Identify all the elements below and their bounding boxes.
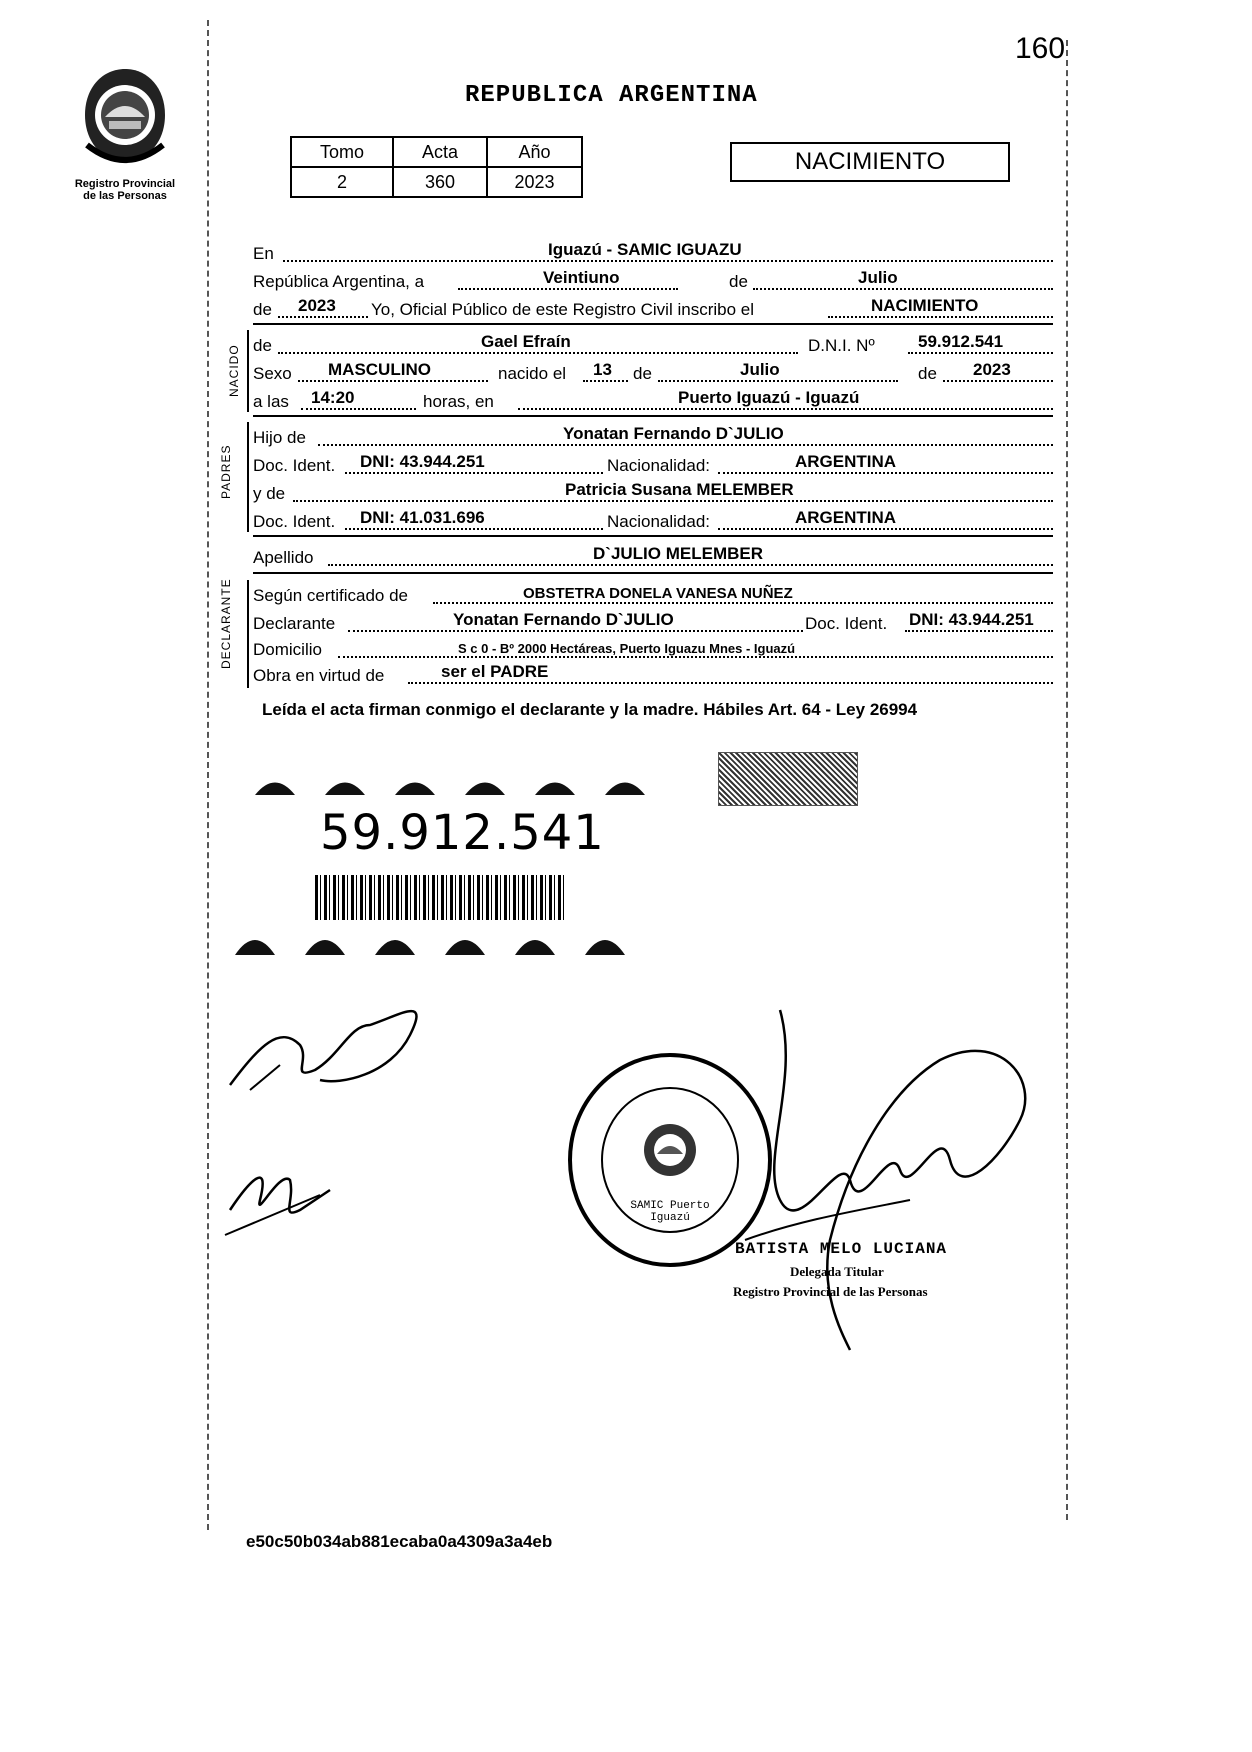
dots xyxy=(518,408,1053,410)
dots xyxy=(338,656,1053,658)
dots xyxy=(293,500,1053,502)
yde-label: y de xyxy=(253,484,286,503)
value-tomo: 2 xyxy=(291,167,393,197)
father-nac-label: Nacionalidad: xyxy=(607,456,711,475)
horas-label: horas, en xyxy=(423,392,494,411)
official-org: Registro Provincial de las Personas xyxy=(733,1284,928,1299)
dom-label: Domicilio xyxy=(253,640,322,659)
decl-label: Declarante xyxy=(253,614,336,633)
line-nacido-name xyxy=(253,332,1053,358)
padres-bracket xyxy=(247,422,249,532)
section-separator xyxy=(253,323,1053,325)
father-name: Yonatan Fernando D`JULIO xyxy=(563,424,784,443)
dots xyxy=(348,630,803,632)
cert-label: Según certificado de xyxy=(253,586,408,605)
document-type-box: NACIMIENTO xyxy=(730,142,1010,182)
dots xyxy=(458,288,678,290)
document-title: REPUBLICA ARGENTINA xyxy=(465,82,758,109)
declarante-side-label: DECLARANTE xyxy=(219,578,233,669)
dots xyxy=(908,352,1053,354)
section-separator xyxy=(253,535,1053,537)
logo-caption-line2: de las Personas xyxy=(83,190,167,202)
nacido-name: Gael Efraín xyxy=(481,332,571,351)
page-number: 160 xyxy=(1015,32,1066,65)
right-margin-line xyxy=(1066,40,1068,1520)
dots xyxy=(718,528,1053,530)
dots xyxy=(283,260,1053,262)
official-name: BATISTA MELO LUCIANA xyxy=(735,1240,948,1258)
nacido-year: 2023 xyxy=(973,360,1011,379)
signature-declarante-icon xyxy=(220,985,440,1105)
hologram-icon xyxy=(718,752,858,806)
line-obra xyxy=(253,662,1053,688)
dots xyxy=(328,564,1053,566)
decl-doc: DNI: 43.944.251 xyxy=(909,610,1034,629)
inscribe-value: NACIMIENTO xyxy=(871,296,979,315)
line-nacido-hora xyxy=(253,388,1053,414)
dots xyxy=(718,472,1053,474)
nacido-day: 13 xyxy=(593,360,612,379)
de-label: de xyxy=(729,272,748,291)
obra-value: ser el PADRE xyxy=(441,662,549,681)
sticker-pattern-bottom-icon xyxy=(235,920,675,960)
section-separator xyxy=(253,415,1053,417)
line-mother-doc xyxy=(253,508,1053,534)
sexo-value: MASCULINO xyxy=(328,360,431,379)
year-value: 2023 xyxy=(298,296,336,315)
line-inscribe xyxy=(253,296,1053,322)
line-declarante xyxy=(253,610,1053,636)
mother-nationality: ARGENTINA xyxy=(795,508,897,527)
nacido-de2-label: de xyxy=(633,364,652,383)
line-father-doc xyxy=(253,452,1053,478)
section-separator xyxy=(253,572,1053,574)
alas-label: a las xyxy=(253,392,289,411)
stamp-inner-text: SAMIC Puerto Iguazú xyxy=(630,1200,710,1224)
mother-nac-label: Nacionalidad: xyxy=(607,512,711,531)
dots xyxy=(583,380,628,382)
day-value: Veintiuno xyxy=(543,268,620,287)
header-acta: Acta xyxy=(393,137,487,167)
nacido-dni-label: D.N.I. Nº xyxy=(808,336,875,355)
nacido-bracket xyxy=(247,330,249,412)
dom-value: S c 0 - Bº 2000 Hectáreas, Puerto Iguazu Mnes - Iguazú xyxy=(458,641,796,656)
dots xyxy=(658,380,898,382)
register-table-value-row xyxy=(291,167,582,197)
line-hijo-de xyxy=(253,424,1053,450)
declarante-bracket xyxy=(247,580,249,688)
decl-doc-label: Doc. Ident. xyxy=(805,614,888,633)
dots xyxy=(298,380,488,382)
dots xyxy=(278,316,368,318)
dots xyxy=(828,316,1053,318)
nacido-de3-label: de xyxy=(918,364,937,383)
dni-sticker-number: 59.912.541 xyxy=(320,805,605,861)
dots xyxy=(408,682,1053,684)
decl-value: Yonatan Fernando D`JULIO xyxy=(453,610,674,629)
closing-note: Leída el acta firman conmigo el declarante y la madre. Hábiles Art. 64 - Ley 26994 xyxy=(262,700,918,719)
nacido-side-label: NACIDO xyxy=(227,344,241,397)
en-value: Iguazú - SAMIC IGUAZU xyxy=(548,240,742,259)
signature-official-icon xyxy=(740,1000,1040,1360)
en-label: En xyxy=(253,244,274,263)
line-y-de xyxy=(253,480,1053,506)
mother-name: Patricia Susana MELEMBER xyxy=(565,480,794,499)
dots xyxy=(278,352,798,354)
logo-caption xyxy=(60,178,190,202)
register-table-header-row xyxy=(291,137,582,167)
month-value: Julio xyxy=(858,268,898,287)
republica-label: República Argentina, a xyxy=(253,272,425,291)
dni-sticker xyxy=(235,765,675,960)
nacido-time: 14:20 xyxy=(311,388,355,407)
nacido-month: Julio xyxy=(740,360,780,379)
line-certificado xyxy=(253,582,1053,608)
line-domicilio xyxy=(253,636,1053,662)
mother-doc-label: Doc. Ident. xyxy=(253,512,336,531)
father-doc-label: Doc. Ident. xyxy=(253,456,336,475)
dots xyxy=(345,528,603,530)
official-role: Delegada Titular xyxy=(790,1264,884,1279)
dots xyxy=(753,288,1053,290)
apellido-value: D`JULIO MELEMBER xyxy=(593,544,763,563)
apellido-label: Apellido xyxy=(253,548,314,567)
cert-value: OBSTETRA DONELA VANESA NUÑEZ xyxy=(523,585,793,602)
father-nationality: ARGENTINA xyxy=(795,452,897,471)
dots xyxy=(905,630,1053,632)
obra-label: Obra en virtud de xyxy=(253,666,385,685)
line-nacido-sexo xyxy=(253,360,1053,386)
line-en xyxy=(253,240,1053,266)
nacido-place: Puerto Iguazú - Iguazú xyxy=(678,388,860,407)
logo-caption-line1: Registro Provincial xyxy=(74,178,176,190)
header-anio: Año xyxy=(487,137,582,167)
dots xyxy=(345,472,603,474)
dots xyxy=(943,380,1053,382)
hijo-label: Hijo de xyxy=(253,428,306,447)
left-margin-line xyxy=(207,20,209,1530)
dots xyxy=(301,408,416,410)
nacido-dni: 59.912.541 xyxy=(918,332,1004,351)
de2-label: de xyxy=(253,300,272,319)
register-table xyxy=(290,136,583,198)
father-doc: DNI: 43.944.251 xyxy=(360,452,485,471)
yo-text: Yo, Oficial Público de este Registro Civil inscribo el xyxy=(371,300,754,319)
province-seal-logo xyxy=(75,65,175,177)
sticker-pattern-top-icon xyxy=(235,765,675,805)
sexo-label: Sexo xyxy=(253,364,292,383)
padres-side-label: PADRES xyxy=(219,444,233,499)
line-republica xyxy=(253,268,1053,294)
nacido-de-label: de xyxy=(253,336,272,355)
signature-madre-icon xyxy=(220,1140,350,1250)
barcode-icon xyxy=(315,875,565,920)
mother-doc: DNI: 41.031.696 xyxy=(360,508,485,527)
nacido-el-label: nacido el xyxy=(498,364,567,383)
value-anio: 2023 xyxy=(487,167,582,197)
dots xyxy=(318,444,1053,446)
line-apellido xyxy=(253,544,1053,570)
dots xyxy=(433,602,1053,604)
value-acta: 360 xyxy=(393,167,487,197)
document-hash: e50c50b034ab881ecaba0a4309a3a4eb xyxy=(246,1532,553,1551)
header-tomo: Tomo xyxy=(291,137,393,167)
